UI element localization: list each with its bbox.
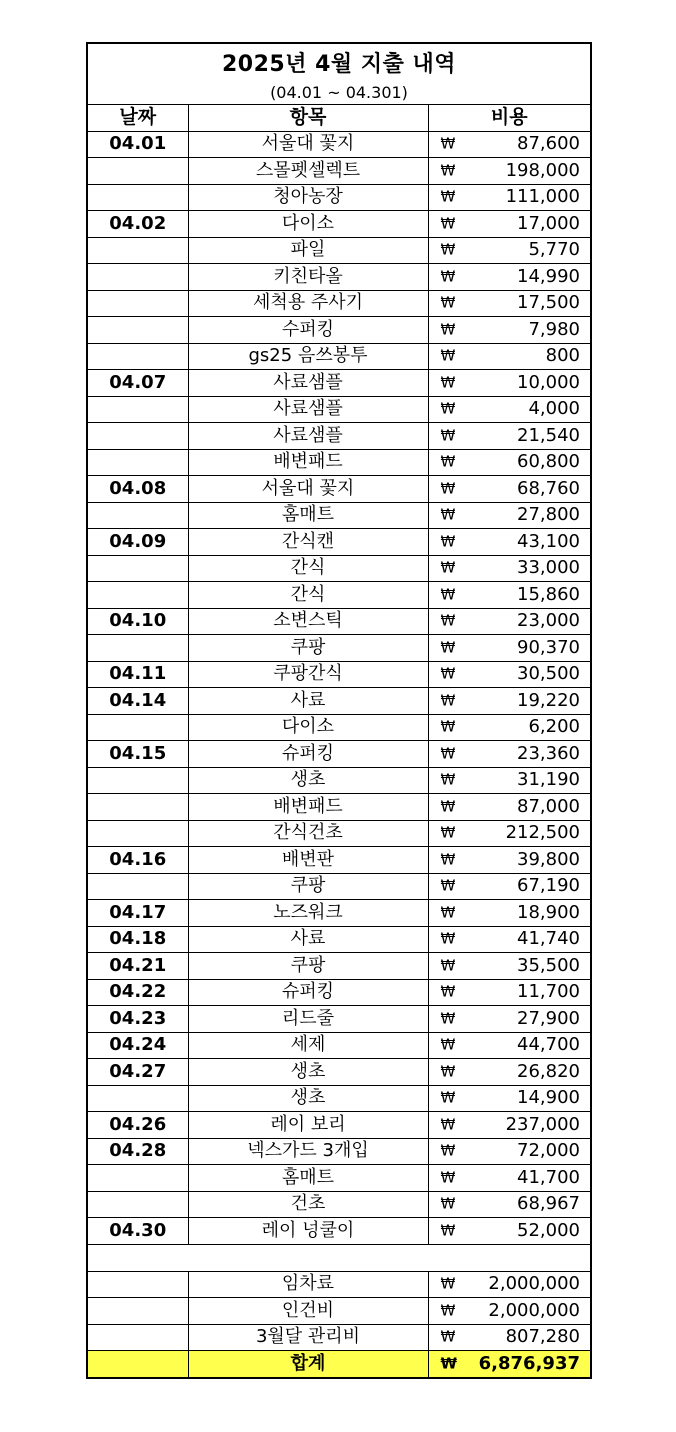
row-item: 배변판 <box>188 847 428 874</box>
row-cost <box>428 264 590 291</box>
row-date: 04.02 <box>88 211 188 238</box>
row-item: 쿠팡 <box>188 873 428 900</box>
row-item: 홈매트 <box>188 1165 428 1192</box>
row-cost <box>428 1218 590 1245</box>
row-amount: 198,000 <box>505 159 580 181</box>
row-cost <box>428 343 590 370</box>
row-cost <box>428 529 590 556</box>
row-item: 건초 <box>188 1191 428 1218</box>
row-date: 04.28 <box>88 1138 188 1165</box>
expense-row <box>88 184 590 211</box>
won-symbol: ₩ <box>440 293 456 312</box>
row-item: 노즈워크 <box>188 900 428 927</box>
won-symbol: ₩ <box>440 982 456 1001</box>
row-item: 사료 <box>188 926 428 953</box>
row-amount: 21,540 <box>517 424 580 446</box>
row-cost <box>428 1138 590 1165</box>
row-cost <box>428 794 590 821</box>
expense-row <box>88 423 590 450</box>
row-cost <box>428 767 590 794</box>
row-cost <box>428 1271 590 1298</box>
expense-row <box>88 264 590 291</box>
row-amount: 19,220 <box>517 689 580 711</box>
expense-row <box>88 1112 590 1139</box>
won-symbol: ₩ <box>440 1115 456 1134</box>
row-date <box>88 820 188 847</box>
row-date <box>88 237 188 264</box>
row-item: 배변패드 <box>188 449 428 476</box>
row-date <box>88 714 188 741</box>
won-symbol: ₩ <box>440 770 456 789</box>
row-item: 다이소 <box>188 714 428 741</box>
row-cost <box>428 449 590 476</box>
row-item: 간식 <box>188 582 428 609</box>
row-cost <box>428 608 590 635</box>
row-item: 키친타올 <box>188 264 428 291</box>
row-amount: 68,967 <box>517 1193 580 1215</box>
row-date: 04.27 <box>88 1059 188 1086</box>
row-date <box>88 502 188 529</box>
row-cost <box>428 1112 590 1139</box>
row-date <box>88 1324 188 1351</box>
row-item: 서울대 꽃지 <box>188 476 428 503</box>
row-date <box>88 1298 188 1325</box>
row-item: 세척용 주사기 <box>188 290 428 317</box>
row-amount: 5,770 <box>528 239 580 261</box>
won-symbol: ₩ <box>440 452 456 471</box>
row-date <box>88 582 188 609</box>
won-symbol: ₩ <box>440 850 456 869</box>
won-symbol: ₩ <box>440 717 456 736</box>
row-item: 쿠팡 <box>188 953 428 980</box>
header-date: 날짜 <box>88 105 188 131</box>
row-amount: 17,000 <box>517 212 580 234</box>
row-amount: 23,000 <box>517 610 580 632</box>
row-date: 04.09 <box>88 529 188 556</box>
expense-row <box>88 1138 590 1165</box>
row-amount: 60,800 <box>517 451 580 473</box>
expense-row <box>88 476 590 503</box>
won-symbol: ₩ <box>440 187 456 206</box>
row-item: 청아농장 <box>188 184 428 211</box>
won-symbol: ₩ <box>440 1327 456 1346</box>
row-cost <box>428 661 590 688</box>
row-item: 쿠팡 <box>188 635 428 662</box>
row-cost <box>428 370 590 397</box>
fixed-cost-row <box>88 1298 590 1325</box>
won-symbol: ₩ <box>440 320 456 339</box>
row-cost <box>428 555 590 582</box>
row-amount: 6,876,937 <box>478 1352 580 1374</box>
won-symbol: ₩ <box>440 267 456 286</box>
fixed-cost-row <box>88 1324 590 1351</box>
fixed-cost-row <box>88 1271 590 1298</box>
won-symbol: ₩ <box>440 346 456 365</box>
row-amount: 212,500 <box>505 822 580 844</box>
row-cost <box>428 1351 590 1377</box>
expense-row <box>88 847 590 874</box>
row-date <box>88 317 188 344</box>
row-cost <box>428 211 590 238</box>
header-cost: 비용 <box>490 106 528 129</box>
row-amount: 7,980 <box>528 318 580 340</box>
row-cost <box>428 317 590 344</box>
won-symbol: ₩ <box>440 399 456 418</box>
row-item: 수퍼킹 <box>188 317 428 344</box>
table-header-row <box>88 105 590 131</box>
row-item: 홈매트 <box>188 502 428 529</box>
row-amount: 72,000 <box>517 1140 580 1162</box>
row-cost <box>428 979 590 1006</box>
row-date: 04.24 <box>88 1032 188 1059</box>
row-item: 다이소 <box>188 211 428 238</box>
won-symbol: ₩ <box>440 1221 456 1240</box>
row-amount: 6,200 <box>528 716 580 738</box>
row-item: 세제 <box>188 1032 428 1059</box>
expense-row <box>88 343 590 370</box>
won-symbol: ₩ <box>440 638 456 657</box>
row-cost <box>428 900 590 927</box>
expense-row <box>88 1191 590 1218</box>
row-item: 리드줄 <box>188 1006 428 1033</box>
expense-row <box>88 1006 590 1033</box>
row-date <box>88 873 188 900</box>
row-cost <box>428 502 590 529</box>
won-symbol: ₩ <box>440 664 456 683</box>
expense-row <box>88 396 590 423</box>
row-item: 레이 넝쿨이 <box>188 1218 428 1245</box>
expense-row <box>88 688 590 715</box>
won-symbol: ₩ <box>440 161 456 180</box>
row-amount: 4,000 <box>528 398 580 420</box>
row-cost <box>428 158 590 185</box>
row-amount: 39,800 <box>517 848 580 870</box>
won-symbol: ₩ <box>440 558 456 577</box>
won-symbol: ₩ <box>440 1035 456 1054</box>
expense-row <box>88 1218 590 1245</box>
row-amount: 68,760 <box>517 477 580 499</box>
row-date <box>88 1271 188 1298</box>
row-date <box>88 343 188 370</box>
won-symbol: ₩ <box>440 1088 456 1107</box>
expense-row <box>88 979 590 1006</box>
row-amount: 33,000 <box>517 557 580 579</box>
row-amount: 237,000 <box>505 1113 580 1135</box>
expense-row <box>88 449 590 476</box>
row-cost <box>428 476 590 503</box>
row-date <box>88 264 188 291</box>
row-cost <box>428 1006 590 1033</box>
expense-row <box>88 1032 590 1059</box>
row-amount: 10,000 <box>517 371 580 393</box>
row-item: 생초 <box>188 1085 428 1112</box>
won-symbol: ₩ <box>440 505 456 524</box>
row-date <box>88 794 188 821</box>
won-symbol: ₩ <box>440 214 456 233</box>
row-cost <box>428 873 590 900</box>
expense-table <box>88 105 590 1377</box>
expense-row <box>88 608 590 635</box>
row-amount: 52,000 <box>517 1219 580 1241</box>
expense-row <box>88 1165 590 1192</box>
row-cost <box>428 847 590 874</box>
won-symbol: ₩ <box>440 532 456 551</box>
row-cost <box>428 926 590 953</box>
row-date: 04.11 <box>88 661 188 688</box>
row-date: 04.18 <box>88 926 188 953</box>
expense-row <box>88 767 590 794</box>
row-amount: 27,800 <box>517 504 580 526</box>
row-cost <box>428 396 590 423</box>
expense-row <box>88 873 590 900</box>
row-amount: 41,740 <box>517 928 580 950</box>
row-amount: 87,000 <box>517 795 580 817</box>
row-date: 04.30 <box>88 1218 188 1245</box>
row-amount: 35,500 <box>517 954 580 976</box>
expense-row <box>88 237 590 264</box>
row-date: 04.22 <box>88 979 188 1006</box>
row-item: 쿠팡간식 <box>188 661 428 688</box>
row-date: 04.08 <box>88 476 188 503</box>
row-cost <box>428 1191 590 1218</box>
expense-row <box>88 370 590 397</box>
won-symbol: ₩ <box>440 744 456 763</box>
row-amount: 2,000,000 <box>488 1273 580 1295</box>
row-item: 슈퍼킹 <box>188 979 428 1006</box>
row-item: 소변스틱 <box>188 608 428 635</box>
won-symbol: ₩ <box>440 1141 456 1160</box>
row-date: 04.16 <box>88 847 188 874</box>
row-amount: 807,280 <box>505 1326 580 1348</box>
row-cost <box>428 1165 590 1192</box>
row-item: 인건비 <box>188 1298 428 1325</box>
row-amount: 11,700 <box>517 981 580 1003</box>
blank-row <box>88 1244 590 1271</box>
row-item: 생초 <box>188 767 428 794</box>
row-cost <box>428 635 590 662</box>
row-amount: 26,820 <box>517 1060 580 1082</box>
row-item: 배변패드 <box>188 794 428 821</box>
row-item: 3월달 관리비 <box>188 1324 428 1351</box>
expense-row <box>88 1085 590 1112</box>
expense-row <box>88 502 590 529</box>
row-date: 04.07 <box>88 370 188 397</box>
row-amount: 27,900 <box>517 1007 580 1029</box>
row-item: 슈퍼킹 <box>188 741 428 768</box>
expense-row <box>88 926 590 953</box>
row-cost <box>428 423 590 450</box>
row-item: 간식캔 <box>188 529 428 556</box>
row-item: 합계 <box>188 1351 428 1377</box>
expense-row <box>88 820 590 847</box>
row-cost <box>428 582 590 609</box>
expense-row <box>88 635 590 662</box>
total-row <box>88 1351 590 1377</box>
row-item: 파일 <box>188 237 428 264</box>
row-item: 넥스가드 3개입 <box>188 1138 428 1165</box>
won-symbol: ₩ <box>440 1194 456 1213</box>
expense-row <box>88 290 590 317</box>
row-amount: 43,100 <box>517 530 580 552</box>
row-item: 사료샘플 <box>188 423 428 450</box>
won-symbol: ₩ <box>440 426 456 445</box>
row-amount: 87,600 <box>517 133 580 155</box>
row-cost <box>428 131 590 158</box>
row-amount: 18,900 <box>517 901 580 923</box>
row-date <box>88 449 188 476</box>
expense-row <box>88 741 590 768</box>
won-symbol: ₩ <box>440 956 456 975</box>
sheet-title: 2025년 4월 지출 내역 <box>221 51 457 77</box>
sheet-subtitle: (04.01 ~ 04.301) <box>88 80 590 105</box>
row-cost <box>428 184 590 211</box>
row-item: 스몰펫셀렉트 <box>188 158 428 185</box>
row-item: 레이 보리 <box>188 1112 428 1139</box>
row-item: 생초 <box>188 1059 428 1086</box>
row-date <box>88 767 188 794</box>
row-date: 04.15 <box>88 741 188 768</box>
row-amount: 41,700 <box>517 1166 580 1188</box>
won-symbol: ₩ <box>440 585 456 604</box>
row-date <box>88 1165 188 1192</box>
row-amount: 14,990 <box>517 265 580 287</box>
expense-row <box>88 953 590 980</box>
expense-row <box>88 714 590 741</box>
row-item: 간식건초 <box>188 820 428 847</box>
header-item: 항목 <box>188 105 428 131</box>
row-cost <box>428 237 590 264</box>
expense-row <box>88 582 590 609</box>
won-symbol: ₩ <box>440 1274 456 1293</box>
row-cost <box>428 714 590 741</box>
won-symbol: ₩ <box>440 240 456 259</box>
row-amount: 44,700 <box>517 1034 580 1056</box>
row-date: 04.14 <box>88 688 188 715</box>
row-amount: 2,000,000 <box>488 1299 580 1321</box>
row-amount: 30,500 <box>517 663 580 685</box>
row-amount: 67,190 <box>517 875 580 897</box>
row-date <box>88 1085 188 1112</box>
row-cost <box>428 820 590 847</box>
expense-row <box>88 158 590 185</box>
expense-row <box>88 211 590 238</box>
row-cost <box>428 688 590 715</box>
row-amount: 90,370 <box>517 636 580 658</box>
expense-row <box>88 794 590 821</box>
row-date <box>88 635 188 662</box>
won-symbol: ₩ <box>440 903 456 922</box>
row-date <box>88 158 188 185</box>
expense-row <box>88 900 590 927</box>
row-date: 04.23 <box>88 1006 188 1033</box>
won-symbol: ₩ <box>440 1009 456 1028</box>
row-cost <box>428 741 590 768</box>
row-item: 사료샘플 <box>188 396 428 423</box>
expense-row <box>88 661 590 688</box>
won-symbol: ₩ <box>440 479 456 498</box>
row-item: gs25 음쓰봉투 <box>188 343 428 370</box>
won-symbol: ₩ <box>440 373 456 392</box>
row-amount: 31,190 <box>517 769 580 791</box>
row-cost <box>428 290 590 317</box>
row-amount: 17,500 <box>517 292 580 314</box>
won-symbol: ₩ <box>440 797 456 816</box>
row-date <box>88 1351 188 1377</box>
row-cost <box>428 1298 590 1325</box>
row-date <box>88 1191 188 1218</box>
row-date <box>88 184 188 211</box>
row-item: 간식 <box>188 555 428 582</box>
row-date <box>88 555 188 582</box>
row-date <box>88 423 188 450</box>
row-amount: 111,000 <box>505 186 580 208</box>
blank-cell <box>88 1244 590 1271</box>
won-symbol: ₩ <box>440 691 456 710</box>
row-date: 04.26 <box>88 1112 188 1139</box>
row-cost <box>428 953 590 980</box>
row-date: 04.21 <box>88 953 188 980</box>
expense-sheet <box>86 42 592 1379</box>
row-date <box>88 290 188 317</box>
won-symbol: ₩ <box>440 134 456 153</box>
won-symbol: ₩ <box>440 611 456 630</box>
row-item: 사료 <box>188 688 428 715</box>
expense-row <box>88 529 590 556</box>
row-cost <box>428 1085 590 1112</box>
won-symbol: ₩ <box>440 1062 456 1081</box>
won-symbol: ₩ <box>440 1301 456 1320</box>
row-date: 04.01 <box>88 131 188 158</box>
expense-row <box>88 317 590 344</box>
row-cost <box>428 1059 590 1086</box>
expense-row <box>88 131 590 158</box>
won-symbol: ₩ <box>440 1168 456 1187</box>
row-item: 임차료 <box>188 1271 428 1298</box>
row-amount: 15,860 <box>517 583 580 605</box>
row-amount: 14,900 <box>517 1087 580 1109</box>
row-date: 04.17 <box>88 900 188 927</box>
row-cost <box>428 1324 590 1351</box>
won-symbol: ₩ <box>440 823 456 842</box>
won-symbol: ₩ <box>440 1354 458 1373</box>
expense-row <box>88 1059 590 1086</box>
row-date: 04.10 <box>88 608 188 635</box>
row-amount: 23,360 <box>517 742 580 764</box>
row-cost <box>428 1032 590 1059</box>
row-date <box>88 396 188 423</box>
row-amount: 800 <box>545 345 580 367</box>
expense-row <box>88 555 590 582</box>
row-item: 서울대 꽃지 <box>188 131 428 158</box>
row-item: 사료샘플 <box>188 370 428 397</box>
won-symbol: ₩ <box>440 929 456 948</box>
won-symbol: ₩ <box>440 876 456 895</box>
